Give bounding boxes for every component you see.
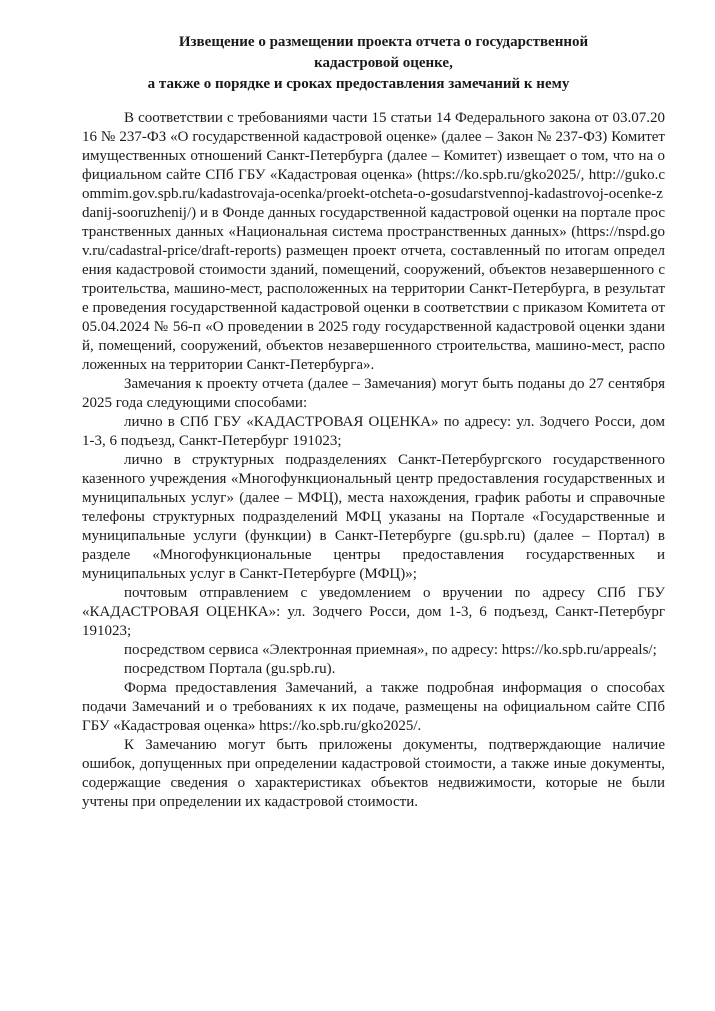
document-body — [82, 109, 665, 812]
paragraph-intro: В соответствии с требованиями части 15 статьи 14 Федерального закона от 03.07.2016 № 237-ФЗ «О государственной кадастровой оценке» (далее – Закон № 237-ФЗ) Комитет имущественных отношений Санкт-Петербурга (далее – Комитет) извещает о том, что на официальном сайте СПб ГБУ «Кадастровая оценка» (https://ko.spb.ru/gko2025/, http://guko.commim.gov.spb.ru/kadastrovaja-ocenka/proekt-otcheta-o-gosudarstvennoj-kadastrovoj-ocenke-zdanij-sooruzhenij/) и в Фонде данных государственной кадастровой оценки на портале пространственных данных «Национальная система пространственных данных» (https://nspd.gov.ru/cadastral-price/draft-reports) размещен проект отчета, составленный по итогам определения кадастровой стоимости зданий, помещений, сооружений, объектов незавершенного строительства, машино-мест, расположенных на территории Санкт-Петербурга, в результате проведения государственной кадастровой оценки в соответствии с приказом Комитета от 05.04.2024 № 56-п «О проведении в 2025 году государственной кадастровой оценки зданий, помещений, сооружений, объектов незавершенного строительства, машино-мест, расположенных на территории Санкт-Петербурга». — [82, 110, 665, 373]
paragraph-form-info: Форма предоставления Замечаний, а также подробная информация о способах подачи Замечаний и о требованиях к их подаче, размещены на официальном сайте СПб ГБУ «Кадастровая оценка» https://ko.spb.ru/gko2025/. — [82, 680, 665, 734]
paragraph-method-in-person: лично в СПб ГБУ «КАДАСТРОВАЯ ОЦЕНКА» по адресу: ул. Зодчего Росси, дом 1-3, 6 подъезд, Санкт-Петербург 191023; — [82, 414, 665, 449]
paragraph-method-online: посредством сервиса «Электронная приемная», по адресу: https://ko.spb.ru/appeals/; — [124, 642, 657, 658]
paragraph-method-portal: посредством Портала (gu.spb.ru). — [124, 661, 336, 677]
title-line: кадастровой оценке, — [314, 55, 453, 71]
document-title — [82, 32, 665, 95]
title-line: а также о порядке и сроках предоставления замечаний к нему — [147, 76, 570, 92]
title-line: Извещение о размещении проекта отчета о государственной — [178, 34, 589, 50]
paragraph-attachments: К Замечанию могут быть приложены документы, подтверждающие наличие ошибок, допущенных при определении кадастровой стоимости, а также иные документы, содержащие сведения о характеристиках объектов недвижимости, которые не были учтены при определении их кадастровой стоимости. — [82, 737, 665, 810]
paragraph-remarks-deadline: Замечания к проекту отчета (далее – Замечания) могут быть поданы до 27 сентября 2025 года следующими способами: — [82, 376, 665, 411]
paragraph-method-mfc: лично в структурных подразделениях Санкт-Петербургского государственного казенного учреждения «Многофункциональный центр предоставления государственных и муниципальных услуг» (далее – МФЦ), места нахождения, график работы и справочные телефоны структурных подразделений МФЦ указаны на Портале «Государственные и муниципальные услуги (функции) в Санкт-Петербурге (gu.spb.ru) (далее – Портал) в разделе «Многофункциональные центры предоставления государственных и муниципальных услуг в Санкт-Петербурге (МФЦ)»; — [82, 452, 665, 582]
paragraph-method-post: почтовым отправлением с уведомлением о вручении по адресу СПб ГБУ «КАДАСТРОВАЯ ОЦЕНКА»: ул. Зодчего Росси, дом 1-3, 6 подъезд, Санкт-Петербург 191023; — [82, 585, 665, 639]
